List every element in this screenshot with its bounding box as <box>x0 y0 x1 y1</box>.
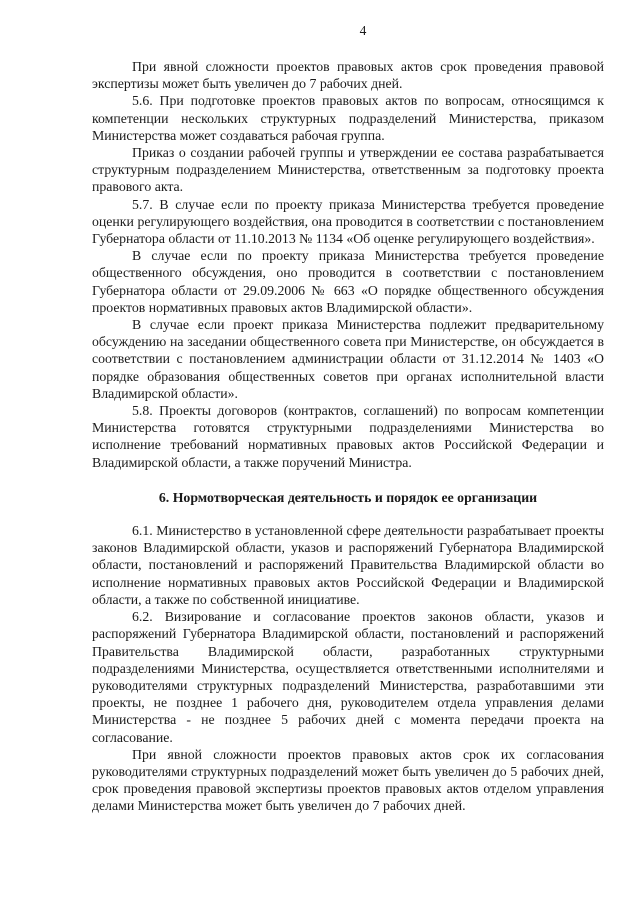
paragraph-5-6: 5.6. При подготовке проектов правовых актов по вопросам, относящимся к компетенции нескольких структурных подразделений Министерства, приказом Министерства может создаваться рабочая группа. <box>92 93 604 143</box>
paragraph-6-2: 6.2. Визирование и согласование проектов законов области, указов и распоряжений Губернатора Владимирской области, постановлений и распоряжений Правительства Владимирской области, разработанных структурными подразделениями Министерства, осуществляется ответственными исполнителями и руководителями структурных подразделений Министерства, разработавшими эти проекты, не позднее 1 рабочего дня, руководителем отдела управления делами Министерства - не позднее 5 рабочих дней с момента передачи проекта на согласование. <box>92 609 604 745</box>
paragraph-approval-term: При явной сложности проектов правовых актов срок их согласования руководителями структурных подразделений может быть увеличен до 5 рабочих дней, срок проведения правовой экспертизы проектов правовых актов отделом управления делами Министерства может быть увеличен до 7 рабочих дней. <box>92 746 604 814</box>
page-number: 4 <box>359 23 367 38</box>
paragraph-expertise-term: При явной сложности проектов правовых актов срок проведения правовой экспертизы может быть увеличен до 7 рабочих дней. <box>92 59 604 92</box>
paragraph-5-7: 5.7. В случае если по проекту приказа Министерства требуется проведение оценки регулирующего воздействия, она проводится в соответствии с постановлением Губернатора области от 11.10.2013 № 1134 «Об оценке регулирующего воздействия». <box>92 196 604 247</box>
paragraph-5-8: 5.8. Проекты договоров (контрактов, соглашений) по вопросам компетенции Министерства готовятся структурными подразделениями Министерства во исполнение требований нормативных правовых актов Российской Федерации и Владимирской области, а также поручений Министра. <box>92 403 604 470</box>
paragraph-public-discussion: В случае если по проекту приказа Министерства требуется проведение общественного обсуждения, оно проводится в соответствии с постановлением Губернатора области от 29.09.2006 № 663 «О порядке общественного обсуждения проектов нормативных правовых актов Владимирской области». <box>92 248 604 315</box>
paragraph-public-council: В случае если проект приказа Министерства подлежит предварительному обсуждению на заседании общественного совета при Министерстве, он обсуждается в соответствии с постановлением администрации области от 31.12.2014 № 1403 «О порядке образования общественных советов при органах исполнительной власти Владимирской области». <box>92 317 604 401</box>
paragraph-working-group-order: Приказ о создании рабочей группы и утверждении ее состава разрабатывается структурным подразделением Министерства, ответственным за подготовку проекта правового акта. <box>92 145 604 195</box>
section-6-heading: 6. Нормотворческая деятельность и порядок ее организации <box>158 489 538 505</box>
paragraph-6-1: 6.1. Министерство в установленной сфере деятельности разрабатывает проекты законов Владимирской области, указов и распоряжений Губернатора Владимирской области, постановлений и распоряжений Правительства Владимирской области во исполнение нормативных правовых актов Российской Федерации и Владимирской области, а также по собственной инициативе. <box>92 523 604 607</box>
